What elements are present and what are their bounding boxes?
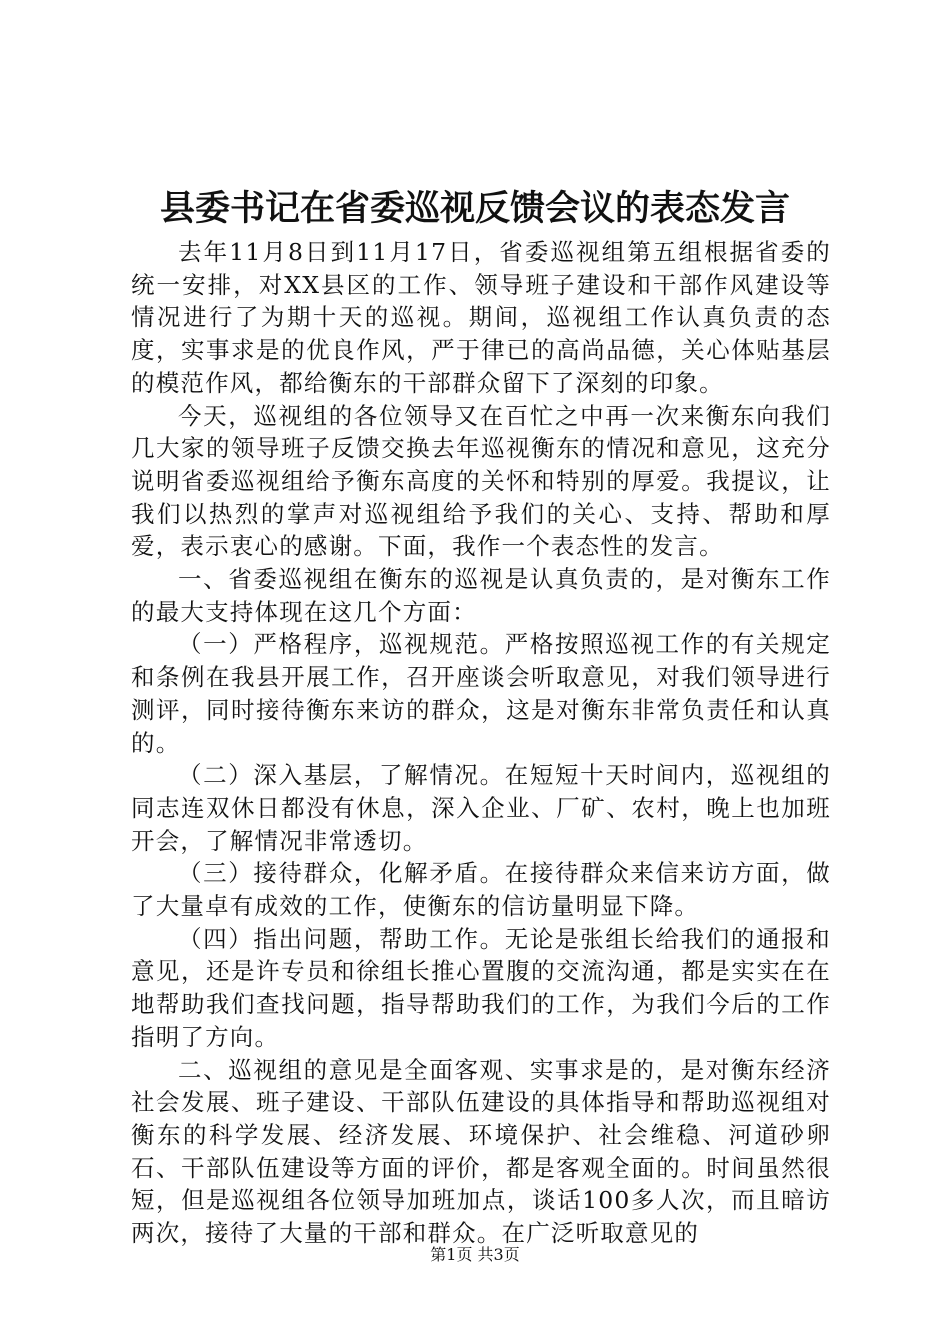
paragraph: （一）严格程序，巡视规范。严格按照巡视工作的有关规定和条例在我县开展工作，召开座谈会听取意见，对我们领导进行测评，同时接待衡东来访的群众，这是对衡东非常负责任和认真的。 (131, 630, 831, 757)
paragraph: 二、巡视组的意见是全面客观、实事求是的，是对衡东经济社会发展、班子建设、干部队伍建设的具体指导和帮助巡视组对衡东的科学发展、经济发展、环境保护、社会维稳、河道砂卵石、干部队伍建设等方面的评价，都是客观全面的。时间虽然很短，但是巡视组各位领导加班加点，谈话100多人次，而且暗访两次，接待了大量的干部和群众。在广泛听取意见的 (131, 1055, 831, 1248)
document-body (131, 236, 831, 1250)
paragraph: 一、省委巡视组在衡东的巡视是认真负责的，是对衡东工作的最大支持体现在这几个方面： (131, 565, 831, 626)
paragraph: （三）接待群众，化解矛盾。在接待群众来信来访方面，做了大量卓有成效的工作，使衡东的信访量明显下降。 (131, 859, 831, 921)
paragraph: 今天，巡视组的各位领导又在百忙之中再一次来衡东向我们几大家的领导班子反馈交换去年巡视衡东的情况和意见，这充分说明省委巡视组给予衡东高度的关怀和特别的厚爱。我提议，让我们以热烈的掌声对巡视组给予我们的关心、支持、帮助和厚爱，表示衷心的感谢。下面，我作一个表态性的发言。 (131, 401, 831, 561)
paragraph: 去年11月8日到11月17日，省委巡视组第五组根据省委的统一安排，对XX县区的工作、领导班子建设和干部作风建设等情况进行了为期十天的巡视。期间，巡视组工作认真负责的态度，实事求是的优良作风，严于律已的高尚品德，关心体贴基层的模范作风，都给衡东的干部群众留下了深刻的印象。 (131, 238, 831, 397)
document-title: 县委书记在省委巡视反馈会议的表态发言 (159, 188, 790, 229)
paragraph: （四）指出问题，帮助工作。无论是张组长给我们的通报和意见，还是许专员和徐组长推心置腹的交流沟通，都是实实在在地帮助我们查找问题，指导帮助我们的工作，为我们今后的工作指明了方向。 (131, 924, 831, 1051)
page-number: 第1页 共3页 (430, 1245, 520, 1264)
paragraph: （二）深入基层，了解情况。在短短十天时间内，巡视组的同志连双休日都没有休息，深入企业、厂矿、农村，晚上也加班开会，了解情况非常透切。 (131, 761, 831, 855)
